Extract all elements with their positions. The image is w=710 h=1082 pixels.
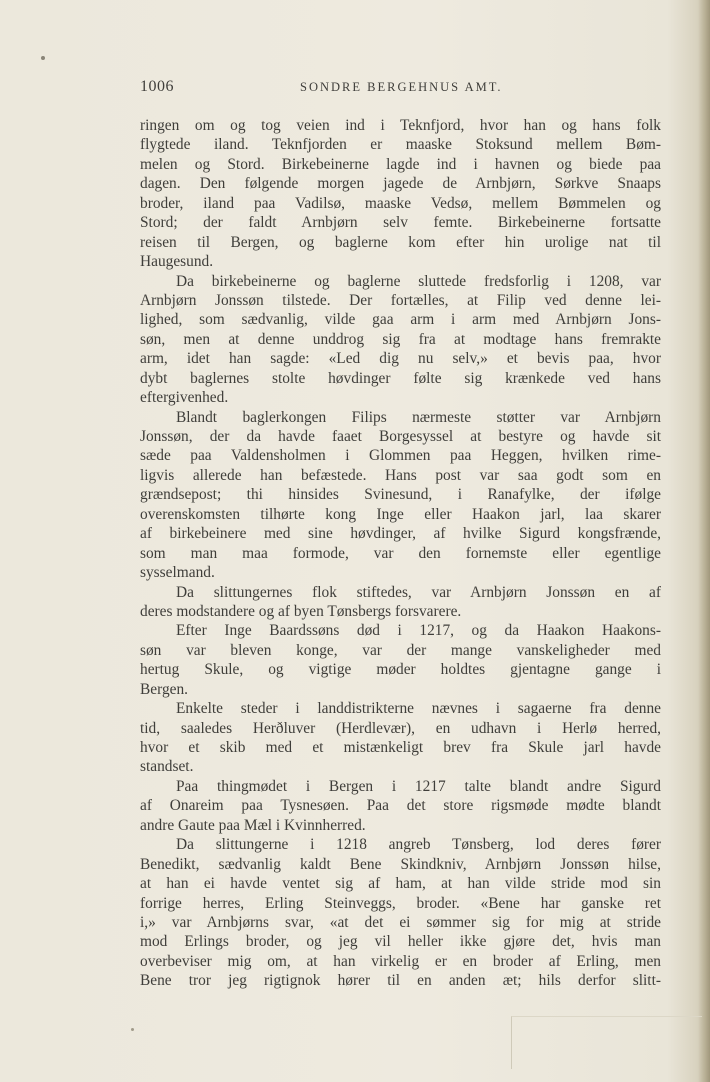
text-line: af birkebeinere med sine høvdinger, af hvilke Sigurd kongsfrænde, — [140, 525, 661, 543]
text-line: Stord; der faldt Arnbjørn selv femte. Birkebeinerne fortsatte — [140, 214, 661, 232]
paragraph — [140, 272, 661, 408]
paragraph — [140, 116, 661, 272]
page-header — [140, 78, 660, 100]
text-line: Blandt baglerkongen Filips nærmeste støtter var Arnbjørn — [176, 408, 661, 426]
paragraph — [140, 699, 661, 777]
text-line: Enkelte steder i landdistrikterne nævnes i sagaerne fra denne — [176, 700, 661, 718]
paragraph — [140, 777, 661, 835]
ink-speck — [131, 1028, 134, 1031]
text-line: i,» var Arnbjørns svar, «at det ei sømmer sig for mig at stride — [140, 913, 661, 931]
text-line: deres modstandere og af byen Tønsbergs forsvarere. — [140, 602, 462, 620]
text-line: grændsepost; thi hinsides Svinesund, i Ranafylke, der ifølge — [140, 486, 661, 504]
text-line: broder, iland paa Vadilsø, maaske Vedsø, mellem Bømmelen og — [140, 194, 661, 212]
text-line: ligvis allerede han befæstede. Hans post var saa godt som en — [140, 466, 661, 484]
text-line: Bergen. — [140, 680, 189, 698]
page-edge-shadow — [698, 0, 710, 1082]
text-line: Paa thingmødet i Bergen i 1217 talte blandt andre Sigurd — [176, 777, 661, 795]
text-line: standset. — [140, 758, 194, 776]
paragraph — [140, 408, 661, 583]
text-line: melen og Stord. Birkebeinerne lagde ind i havnen og biede paa — [140, 155, 661, 173]
text-line: Da slittungerne i 1218 angreb Tønsberg, lod deres fører — [176, 836, 661, 854]
text-line: Da slittungernes flok stiftedes, var Arnbjørn Jonssøn en af — [176, 583, 661, 601]
text-line: forrige herres, Erling Steinveggs, broder. «Bene har ganske ret — [140, 894, 661, 912]
text-line: hertug Skule, og vigtige møder holdtes gjentagne gange i — [140, 661, 661, 679]
running-title: SONDRE BERGEHNUS AMT. — [300, 80, 503, 94]
text-line: arm, idet han sagde: «Led dig nu selv,» et bevis paa, hvor — [140, 350, 661, 368]
text-line: Arnbjørn Jonssøn tilstede. Der fortælles, at Filip ved denne lei- — [140, 291, 661, 309]
text-line: eftergivenhed. — [140, 389, 229, 407]
text-line: Bene tror jeg rigtignok hører til en anden æt; hils derfor slitt- — [140, 972, 661, 990]
text-line: sysselmand. — [140, 564, 215, 582]
paragraph — [140, 621, 661, 699]
text-line: overbeviser mig om, at han virkelig er en broder af Erling, men — [140, 952, 661, 970]
text-line: som man maa formode, var den fornemste eller egentlige — [140, 544, 661, 562]
text-line: sæde paa Valdensholmen i Glommen paa Heggen, hvilken rime- — [140, 447, 661, 465]
text-line: ringen om og tog veien ind i Teknfjord, hvor han og hans folk — [140, 117, 661, 134]
text-line: overenskomsten tilhørte kong Inge eller Haakon jarl, laa skarer — [140, 505, 661, 523]
text-line: andre Gaute paa Mæl i Kvinnherred. — [140, 816, 366, 834]
text-line: dybt baglernes stolte høvdinger følte sig krænkede ved hans — [140, 369, 661, 387]
ink-speck — [41, 56, 45, 60]
text-line: Haugesund. — [140, 253, 214, 271]
text-line: tid, saaledes Herðluver (Herdlevær), en udhavn i Herlø herred, — [140, 719, 661, 737]
text-line: Da birkebeinerne og baglerne sluttede fredsforlig i 1208, var — [176, 272, 661, 290]
body-text — [140, 116, 661, 991]
library-stamp-frame — [511, 1016, 702, 1069]
text-line: søn, men at denne unddrog sig fra at modtage hans fremrakte — [140, 330, 661, 348]
text-line: flygtede iland. Teknfjorden er maaske Stoksund mellem Bøm- — [140, 136, 661, 154]
text-line: søn var bleven konge, var der mange vanskeligheder med — [140, 641, 661, 659]
text-line: lighed, som sædvanlig, vilde gaa arm i arm med Arnbjørn Jons- — [140, 311, 661, 329]
text-line: at han ei havde ventet sig af ham, at han vilde stride mod sin — [140, 875, 661, 893]
paragraph — [140, 835, 661, 991]
text-line: Benedikt, sædvanlig kaldt Bene Skindkniv, Arnbjørn Jonssøn hilse, — [140, 855, 661, 873]
text-line: Efter Inge Baardssøns død i 1217, og da Haakon Haakons- — [176, 622, 661, 640]
text-line: reisen til Bergen, og baglerne kom efter hin urolige nat til — [140, 233, 661, 251]
text-line: af Onareim paa Tysnesøen. Paa det store rigsmøde mødte blandt — [140, 797, 661, 815]
page-number: 1006 — [140, 78, 174, 95]
paragraph — [140, 583, 661, 622]
text-line: hvor et skib med et mistænkeligt brev fra Skule jarl havde — [140, 739, 661, 756]
text-line: mod Erlings broder, og jeg vil heller ikke gjøre det, hvis man — [140, 933, 661, 951]
text-line: dagen. Den følgende morgen jagede de Arnbjørn, Sørkve Snaaps — [140, 175, 661, 193]
text-line: Jonssøn, der da havde faaet Borgesyssel at bestyre og havde sit — [140, 428, 661, 445]
